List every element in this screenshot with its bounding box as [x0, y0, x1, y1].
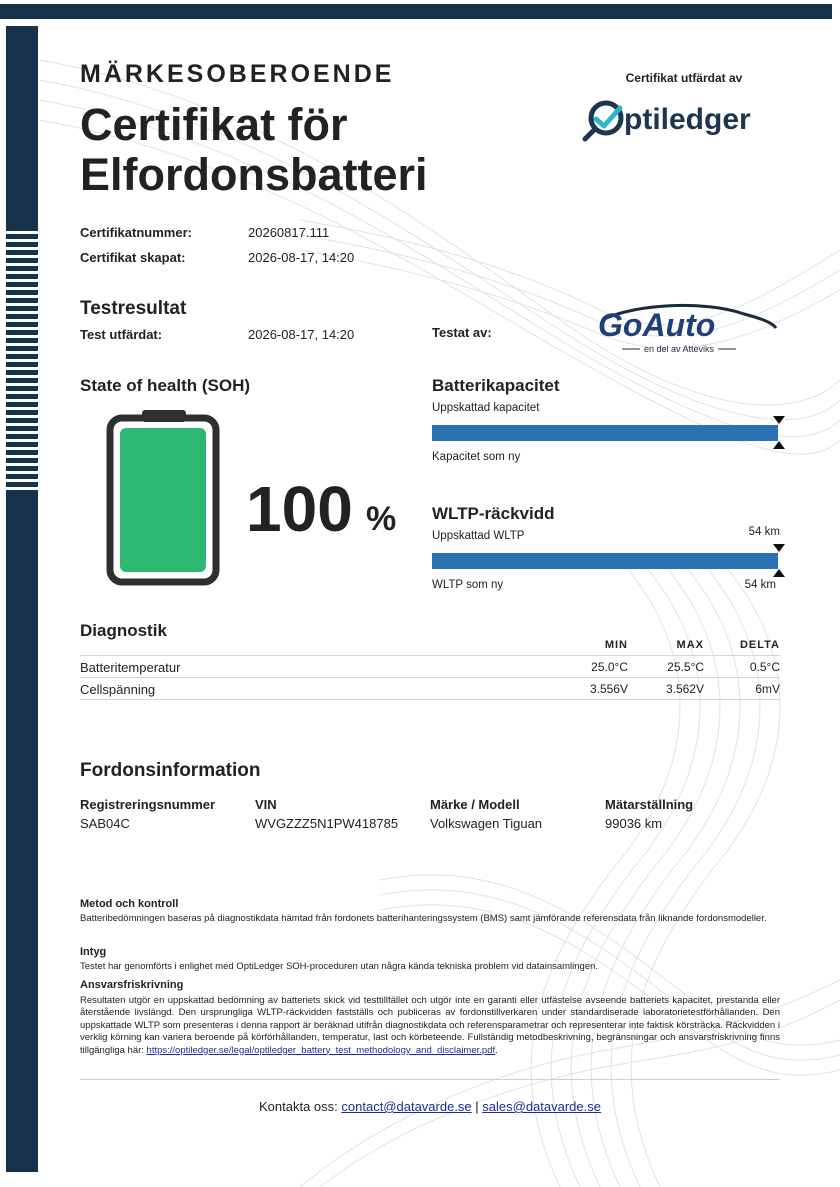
vehicle-odometer-label: Mätarställning [605, 797, 694, 812]
wltp-new-marker [773, 569, 785, 577]
capacity-estimated-label: Uppskattad kapacitet [432, 402, 540, 414]
wltp-markers [772, 543, 786, 579]
diag-row-min: 3.556V [589, 682, 628, 696]
diag-row-delta: 6mV [755, 682, 780, 696]
test-results-heading: Testresultat [80, 298, 187, 319]
contact-label: Kontakta oss: [259, 1099, 342, 1114]
title-line-1: Certifikat för [80, 99, 348, 150]
diag-row-name: Cellspänning [80, 682, 156, 697]
disclaimer-link[interactable]: https://optiledger.se/legal/optiledger_battery_test_methodology_and_disclaimer.pdf [146, 1044, 496, 1056]
eyebrow-label: MÄRKESOBEROENDE [80, 60, 395, 88]
disclaimer-text [80, 995, 780, 1057]
diag-col-delta: DELTA [739, 639, 780, 651]
capacity-new-marker [773, 441, 785, 449]
diag-row-delta: 0.5°C [749, 660, 780, 674]
soh-unit: % [366, 500, 397, 538]
top-bar [0, 4, 832, 19]
wltp-estimated-label: Uppskattad WLTP [432, 530, 525, 542]
sidebar-band [6, 26, 38, 1172]
soh-heading: State of health (SOH) [80, 376, 251, 395]
vehicle-reg-label: Registreringsnummer [80, 797, 216, 812]
wltp-heading: WLTP-räckvidd [432, 504, 555, 523]
title-line-2: Elfordonsbatteri [80, 149, 428, 200]
wltp-estimated-marker [773, 544, 785, 552]
tested-by-label: Testat av: [432, 325, 492, 340]
test-issued-label: Test utfärdat: [80, 327, 163, 342]
contact-separator: | [471, 1099, 483, 1114]
diag-divider [80, 699, 780, 700]
wltp-bar [432, 553, 778, 569]
wltp-new-label: WLTP som ny [432, 579, 504, 591]
optiledger-logo-text: ptiledger [624, 103, 751, 136]
battery-icon [106, 408, 222, 588]
contact-email-link[interactable]: contact@datavarde.se [341, 1099, 472, 1114]
test-issued-value: 2026-08-17, 14:20 [248, 327, 355, 342]
vehicle-vin-value: WVGZZZ5N1PW418785 [255, 816, 399, 831]
cert-created-value: 2026-08-17, 14:20 [248, 250, 355, 265]
diag-row-max: 25.5°C [667, 660, 704, 674]
sidebar-stripes [6, 226, 38, 490]
cert-number-value: 20260817.111 [248, 225, 330, 240]
diag-row-min: 25.0°C [591, 660, 628, 674]
attest-heading: Intyg [80, 946, 107, 958]
attest-text: Testet har genomförts i enlighet med OptiLedger SOH-proceduren utan några kända tekniska problem vid datainsamlingen. [80, 961, 599, 972]
diag-col-min: MIN [604, 639, 628, 651]
capacity-bar [432, 425, 778, 441]
disclaimer-body: Resultaten utgör en uppskattad bedömning av batteriets skick vid testtillfället och utgör inte en garanti eller utfästelse avseende batteriets kapacitet, prestanda eller återstående livslängd. Den ursprungliga WLTP-räckvidden fastställs och publiceras av fordonstillverkaren under standardiserade laboratorietestförhållanden. Den uppskattade WLTP som presenteras i denna rapport är beräknad utifrån diagnostikdata och referensparametrar och representerar inte faktisk körsträcka. Räckvidden i verklig körning kan variera beroende på körförhållanden, temperatur, last och körbeteende. Fullständig metodbeskrivning, begränsningar och ansvarsfriskrivning finns tillgängliga här: [80, 995, 780, 1056]
capacity-new-label: Kapacitet som ny [432, 451, 521, 463]
disclaimer-heading: Ansvarsfriskrivning [80, 979, 184, 991]
diag-row-max: 3.562V [665, 682, 704, 696]
vehicle-heading: Fordonsinformation [80, 760, 261, 781]
vehicle-make-label: Märke / Modell [430, 797, 520, 812]
vehicle-odometer-value: 99036 km [605, 816, 663, 831]
battery-level-fill [120, 428, 206, 572]
footer-divider [80, 1079, 780, 1080]
vehicle-vin-label: VIN [255, 797, 277, 812]
goauto-logo [594, 298, 784, 365]
method-text: Batteribedömningen baseras på diagnostikdata hämtad från fordonets batterihanteringssystem (BMS) samt jämförande referensdata från liknande fordonsmodeller. [80, 913, 767, 924]
cert-number-label: Certifikatnummer: [80, 225, 192, 240]
soh-value: 100 [246, 473, 353, 545]
diag-row-name: Batteritemperatur [80, 660, 181, 675]
sales-email-link[interactable]: sales@datavarde.se [482, 1099, 601, 1114]
vehicle-reg-value: SAB04C [80, 816, 130, 831]
method-heading: Metod och kontroll [80, 898, 179, 910]
goauto-logo-text: GoAuto [598, 307, 716, 343]
disclaimer-end: . [495, 1044, 498, 1056]
optiledger-logo-mark [582, 96, 782, 146]
goauto-logo-mark [594, 298, 784, 360]
optiledger-logo [582, 96, 782, 151]
capacity-markers [772, 415, 786, 451]
capacity-estimated-marker [773, 416, 785, 424]
battery-graphic [106, 408, 222, 593]
diag-col-max: MAX [676, 639, 704, 651]
wltp-new-value: 54 km [744, 579, 776, 591]
diagnostics-heading: Diagnostik [80, 621, 167, 640]
capacity-heading: Batterikapacitet [432, 376, 560, 395]
wltp-estimated-value: 54 km [748, 526, 780, 538]
diag-divider [80, 655, 780, 656]
vehicle-make-value: Volkswagen Tiguan [430, 816, 543, 831]
page-title [80, 100, 500, 200]
issued-by-label: Certifikat utfärdat av [625, 71, 743, 85]
cert-created-label: Certifikat skapat: [80, 250, 186, 265]
contact-line [0, 1099, 840, 1114]
goauto-logo-sub: en del av Atteviks [643, 344, 715, 354]
diag-divider [80, 677, 780, 678]
